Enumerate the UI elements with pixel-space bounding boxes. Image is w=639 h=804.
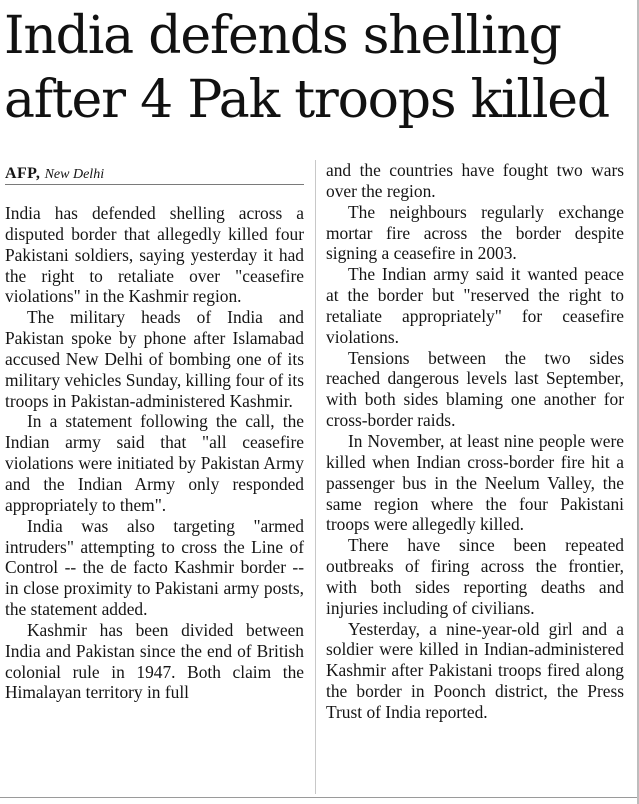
byline — [5, 160, 304, 185]
headline: India defends shelling after 4 Pak troops killed — [4, 6, 609, 130]
byline-dateline: New Delhi — [44, 167, 105, 182]
article-paragraph: In November, at least nine people were killed when Indian cross-border fire hit a passenger bus in the Neelum Valley, the same region where the four Pakistani troops were allegedly killed. — [326, 430, 624, 535]
article-paragraph: Tensions between the two sides reached dangerous levels last September, with both sides blaming one another for cross-border raids. — [326, 347, 624, 431]
article-paragraph: There have since been repeated outbreaks of firing across the frontier, with both sides reporting deaths and injuries including of civilians. — [326, 535, 624, 618]
article-column-right — [326, 160, 624, 723]
column-divider — [315, 160, 316, 794]
article-paragraph: In a statement following the call, the Indian army said that "all ceasefire violations were initiated by Pakistan Army and the Indian Army only responded appropriately to them". — [5, 411, 304, 515]
article-paragraph: The Indian army said it wanted peace at the border but "reserved the right to retaliate appropriately" for ceasefire violations. — [326, 264, 624, 347]
article-paragraph: Yesterday, a nine-year-old girl and a soldier were killed in Indian-administered Kashmir after Pakistani troops fired along the border in Poonch district, the Press Trust of India reported. — [326, 618, 624, 722]
article-paragraph: The neighbours regularly exchange mortar fire across the border despite signing a ceasefire in 2003. — [326, 201, 624, 264]
article-paragraph: India was also targeting "armed intruders" attempting to cross the Line of Control -- the de facto Kashmir border -- in close proximity to Pakistani army posts, the statement added. — [5, 515, 304, 620]
article-column-left — [5, 160, 304, 703]
article-paragraph: Kashmir has been divided between India and Pakistan since the end of British colonial rule in 1947. Both claim the Himalayan territory in full — [5, 619, 304, 703]
bottom-border-rule — [0, 797, 637, 798]
byline-agency: AFP, — [5, 165, 41, 182]
article-paragraph: The military heads of India and Pakistan spoke by phone after Islamabad accused New Delhi of bombing one of its military vehicles Sunday, killing four of its troops in Pakistan-administered Kashmir. — [5, 307, 304, 411]
article-paragraph-continued: and the countries have fought two wars over the region. — [326, 160, 624, 201]
article-paragraph: India has defended shelling across a disputed border that allegedly killed four Pakistani soldiers, saying yesterday it had the right to retaliate over "ceasefire violations" in the Kashmir region. — [5, 203, 304, 307]
